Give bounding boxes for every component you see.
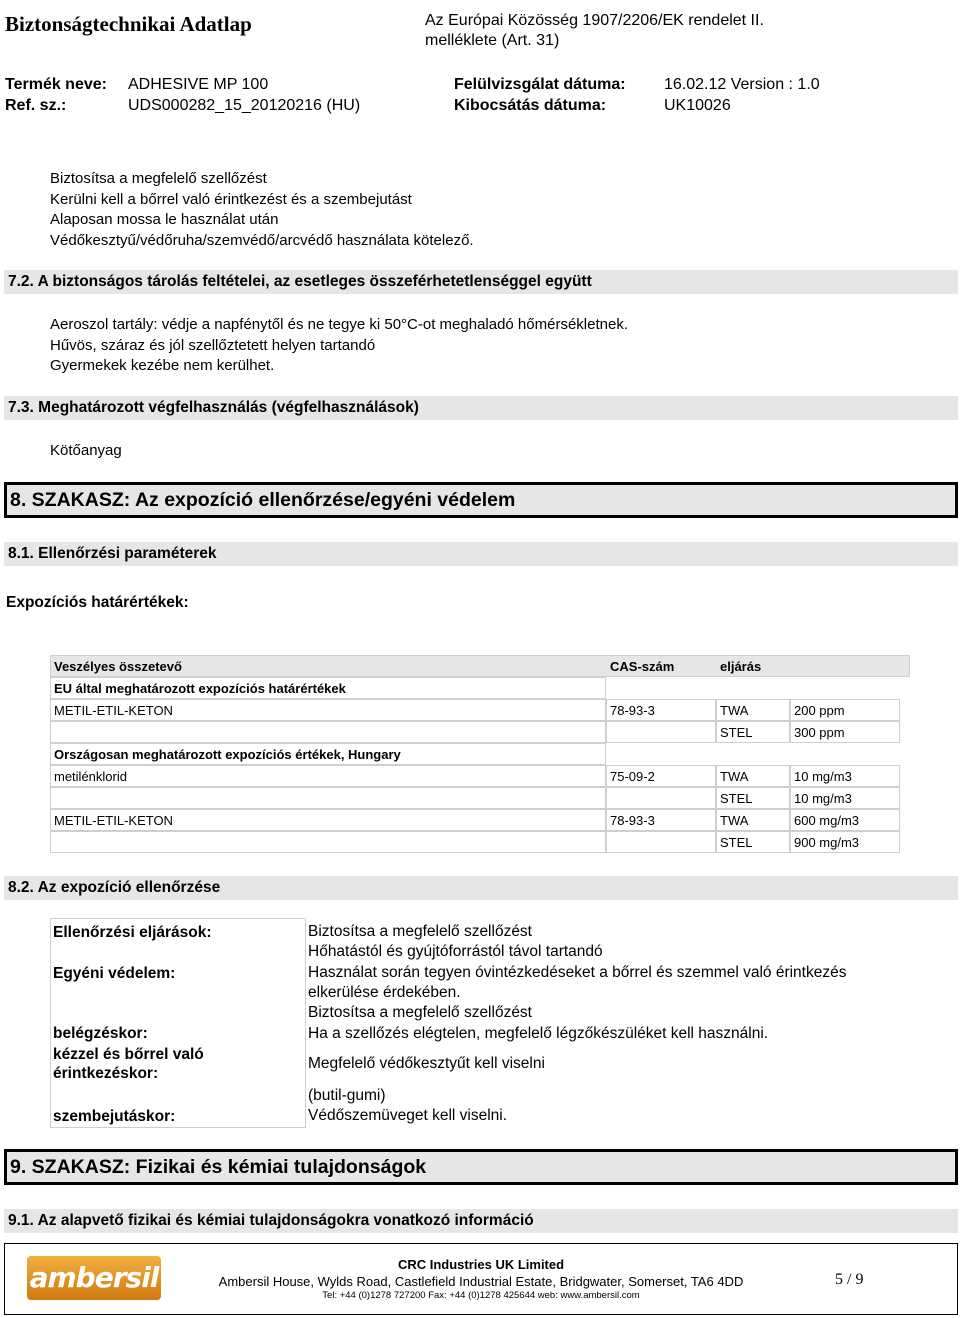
- table-header-row: [50, 655, 910, 677]
- footer: [4, 1243, 958, 1315]
- table-row: [50, 809, 900, 831]
- personal-protection-label: Egyéni védelem:: [53, 965, 176, 982]
- component-cell: [50, 787, 606, 809]
- section-9-heading: 9. SZAKASZ: Fizikai és kémiai tulajdonságok: [4, 1149, 958, 1185]
- storage-text-block: [50, 315, 628, 377]
- control-procedures-label: Ellenőrzési eljárások:: [53, 924, 212, 941]
- component-cell: METIL-ETIL-KETON: [50, 699, 606, 721]
- cas-cell: [606, 831, 716, 853]
- section-7-3-heading: 7.3. Meghatározott végfelhasználás (végfelhasználások): [4, 396, 958, 420]
- cas-cell: [606, 787, 716, 809]
- personal-protection-text: Biztosítsa a megfelelő szellőzést: [308, 1004, 532, 1021]
- value-cell: 900 mg/m3: [790, 831, 900, 853]
- column-header-component: Veszélyes összetevő: [54, 659, 182, 674]
- table-row: [50, 765, 900, 787]
- value-cell: 300 ppm: [790, 721, 900, 743]
- control-procedures-text: Biztosítsa a megfelelő szellőzést: [308, 923, 532, 940]
- product-value: ADHESIVE MP 100: [128, 76, 269, 93]
- skin-contact-text: (butil-gumi): [308, 1087, 386, 1104]
- storage-line: Gyermekek kezébe nem kerülhet.: [50, 357, 275, 374]
- type-cell: STEL: [716, 721, 790, 743]
- product-label: Termék neve:: [5, 76, 107, 93]
- page-number: 5 / 9: [835, 1271, 864, 1288]
- table-row: [50, 699, 900, 721]
- section-8-heading: 8. SZAKASZ: Az expozíció ellenőrzése/egyéni védelem: [4, 482, 958, 518]
- type-cell: TWA: [716, 699, 790, 721]
- document-title: Biztonságtechnikai Adatlap: [5, 12, 252, 36]
- type-cell: TWA: [716, 765, 790, 787]
- regulation-line-1: Az Európai Közösség 1907/2206/EK rendelet II.: [425, 12, 764, 29]
- storage-line: Hűvös, száraz és jól szellőztetett helyen tartandó: [50, 336, 376, 354]
- skin-contact-label: kézzel és bőrrel való érintkezéskor:: [53, 1046, 204, 1082]
- control-procedures-text: Hőhatástól és gyújtóforrástól távol tartandó: [308, 943, 603, 960]
- issue-date-value: UK10026: [664, 97, 731, 114]
- logo-text: ambersil: [29, 1261, 159, 1294]
- ambersil-logo: [27, 1256, 161, 1300]
- table-row: [50, 721, 900, 743]
- component-cell: METIL-ETIL-KETON: [50, 809, 606, 831]
- table-group-row: [50, 677, 606, 699]
- storage-line: Aeroszol tartály: védje a napfénytől és ne tegye ki 50°C-ot meghaladó hőmérsékletnek.: [50, 316, 628, 333]
- footer-address: Ambersil House, Wylds Road, Castlefield Industrial Estate, Bridgwater, Somerset, TA6 4DD: [218, 1274, 744, 1289]
- ref-value: UDS000282_15_20120216 (HU): [128, 97, 361, 114]
- table-group-row: [50, 743, 606, 765]
- review-date-label: Felülvizsgálat dátuma:: [454, 76, 626, 93]
- type-cell: STEL: [716, 787, 790, 809]
- footer-contact: Tel: +44 (0)1278 727200 Fax: +44 (0)1278 425644 web: www.ambersil.com: [322, 1290, 640, 1301]
- cas-cell: 78-93-3: [606, 809, 716, 831]
- inhalation-text: Ha a szellőzés elégtelen, megfelelő légzőkészüléket kell használni.: [308, 1025, 769, 1042]
- component-cell: metilénklorid: [50, 765, 606, 787]
- end-use-text: Kötőanyag: [50, 442, 122, 459]
- national-group-label: Országosan meghatározott expozíciós értékek, Hungary: [50, 743, 606, 765]
- skin-contact-text: Megfelelő védőkesztyűt kell viselni: [308, 1055, 545, 1072]
- value-cell: 200 ppm: [790, 699, 900, 721]
- handling-line: Alaposan mossa le használat után: [50, 211, 279, 228]
- inhalation-label: belégzéskor:: [53, 1025, 148, 1042]
- eu-group-label: EU által meghatározott expozíciós határértékek: [50, 677, 606, 699]
- cas-cell: [606, 721, 716, 743]
- section-8-2-heading: 8.2. Az expozíció ellenőrzése: [4, 876, 958, 900]
- handling-text-block: [50, 169, 474, 251]
- control-labels-box: [50, 918, 306, 1128]
- handling-line: Védőkesztyű/védőruha/szemvédő/arcvédő használata kötelező.: [50, 231, 474, 249]
- column-header-procedure: eljárás: [720, 659, 762, 674]
- personal-protection-text: elkerülése érdekében.: [308, 984, 461, 1001]
- section-8-1-heading: 8.1. Ellenőrzési paraméterek: [4, 542, 958, 566]
- table-row: [50, 831, 900, 853]
- component-cell: [50, 831, 606, 853]
- value-cell: 10 mg/m3: [790, 787, 900, 809]
- ref-label: Ref. sz.:: [5, 97, 67, 114]
- personal-protection-text: Használat során tegyen óvintézkedéseket a bőrrel és szemmel való érintkezés: [308, 964, 847, 981]
- issue-date-label: Kibocsátás dátuma:: [454, 97, 607, 114]
- value-cell: 10 mg/m3: [790, 765, 900, 787]
- component-cell: [50, 721, 606, 743]
- section-9-1-heading: 9.1. Az alapvető fizikai és kémiai tulajdonságokra vonatkozó információ: [4, 1209, 958, 1233]
- handling-line: Biztosítsa a megfelelő szellőzést: [50, 170, 267, 187]
- cas-cell: 75-09-2: [606, 765, 716, 787]
- eye-contact-text: Védőszemüveget kell viselni.: [308, 1107, 508, 1124]
- handling-line: Kerülni kell a bőrrel való érintkezést és a szembejutást: [50, 190, 412, 208]
- eye-contact-label: szembejutáskor:: [53, 1108, 176, 1125]
- table-row: [50, 787, 900, 809]
- cas-cell: 78-93-3: [606, 699, 716, 721]
- value-cell: 600 mg/m3: [790, 809, 900, 831]
- exposure-limits-title: Expozíciós határértékek:: [6, 594, 189, 611]
- column-header-cas: CAS-szám: [610, 659, 675, 674]
- regulation-line-2: melléklete (Art. 31): [425, 32, 560, 49]
- type-cell: STEL: [716, 831, 790, 853]
- footer-company: CRC Industries UK Limited: [397, 1257, 565, 1272]
- section-7-2-heading: 7.2. A biztonságos tárolás feltételei, az esetleges összeférhetetlenséggel együtt: [4, 270, 958, 294]
- type-cell: TWA: [716, 809, 790, 831]
- review-date-value: 16.02.12 Version : 1.0: [664, 76, 820, 93]
